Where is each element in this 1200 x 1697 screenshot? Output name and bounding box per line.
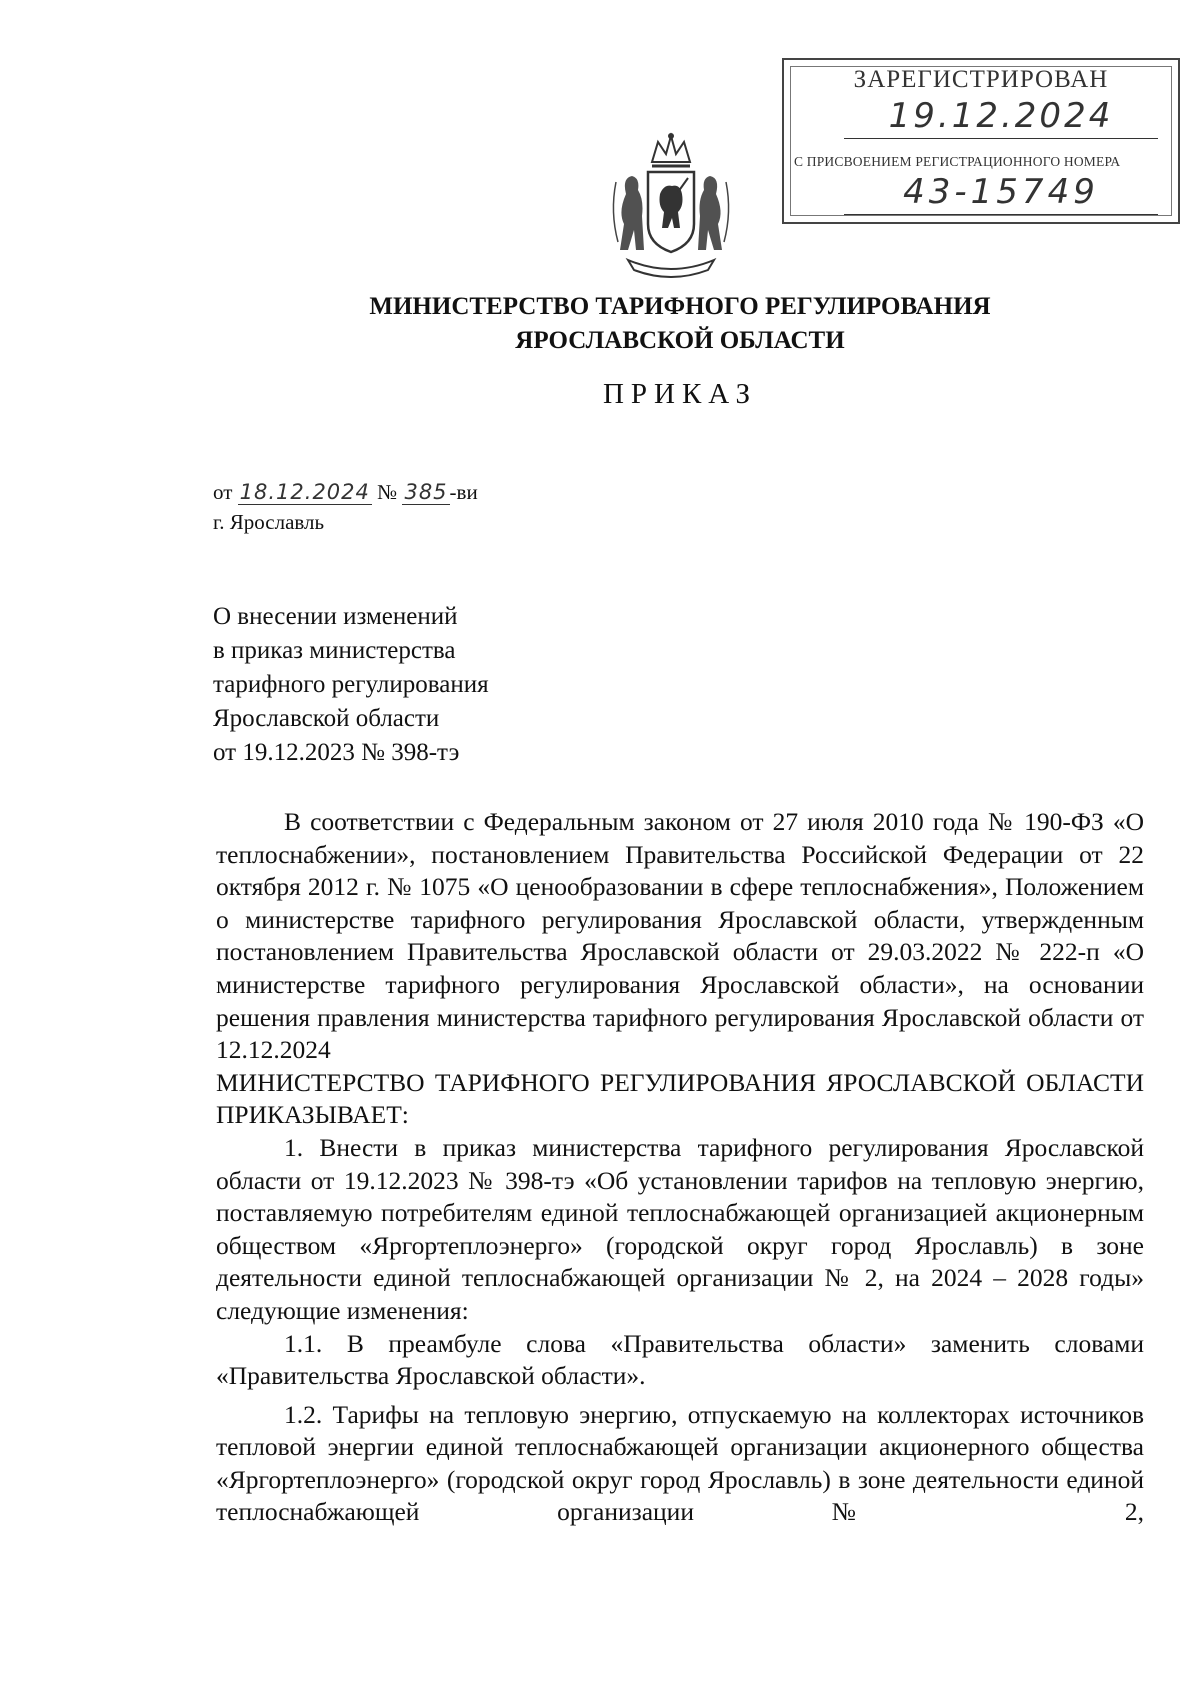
order-city: г. Ярославль [213,510,325,534]
order-number-suffix: -ви [449,480,478,504]
subject-line-1: О внесении изменений [213,603,458,630]
coat-of-arms-icon [608,132,734,278]
order-date: 18.12.2024 [239,480,370,504]
registration-stamp [782,58,1180,224]
subject-line-5: от 19.12.2023 № 398-тэ [213,739,460,766]
subject-line-3: тарифного регулирования [213,671,489,698]
from-label: от [213,480,233,504]
stamp-title: ЗАРЕГИСТРИРОВАН [853,66,1109,93]
order-date-number-line [213,480,478,505]
document-type-title: ПРИКАЗ [602,378,758,410]
stamp-registration-number: 43-15749 [844,172,1158,215]
order-number: 385 [404,480,448,504]
item-1-1-paragraph: 1.1. В преамбуле слова «Правительства области» заменить словами «Правительства Ярославской области». [216,1328,1144,1391]
stamp-date: 19.12.2024 [844,96,1158,139]
ministry-name-line-1: МИНИСТЕРСТВО ТАРИФНОГО РЕГУЛИРОВАНИЯ [369,293,991,320]
preamble-paragraph: В соответствии с Федеральным законом от 27 июля 2010 года № 190-ФЗ «О теплоснабжении», постановлением Правительства Российской Федерации от 22 октября 2012 г. № 1075 «О ценообразовании в сфере теплоснабжения», Положением о министерстве тарифного регулирования Ярославской области, утвержденным постановлением Правительства Ярославской области от 29.03.2022 № 222-п «О министерстве тарифного регулирования Ярославской области», на основании решения правления министерства тарифного регулирования Ярославской области от 12.12.2024 [216,807,1144,1065]
stamp-caption: С ПРИСВОЕНИЕМ РЕГИСТРАЦИОННОГО НОМЕРА [794,154,1121,169]
order-subject [213,600,489,770]
subject-line-4: Ярославской области [213,705,440,732]
ministry-name [0,290,1200,358]
item-1-paragraph: 1. Внести в приказ министерства тарифного регулирования Ярославской области от 19.12.2023 № 398-тэ «Об установлении тарифов на тепловую энергию, поставляемую потребителям единой теплоснабжающей организацией акционерным обществом «Яргортеплоэнерго» (городской округ город Ярославль) в зоне деятельности единой теплоснабжающей организации № 2, на 2024 – 2028 годы» следующие изменения: [216,1132,1144,1325]
item-1-2-paragraph: 1.2. Тарифы на тепловую энергию, отпускаемую на коллекторах источников тепловой энергии единой теплоснабжающей организации акционерного общества «Яргортеплоэнерго» (городской округ город Ярославль) в зоне деятельности единой теплоснабжающей организации № 2, [216,1399,1144,1527]
number-label: № [377,480,398,504]
order-body [216,806,1144,1529]
orders-clause: МИНИСТЕРСТВО ТАРИФНОГО РЕГУЛИРОВАНИЯ ЯРОСЛАВСКОЙ ОБЛАСТИ ПРИКАЗЫВАЕТ: [216,1067,1144,1130]
ministry-name-line-2: ЯРОСЛАВСКОЙ ОБЛАСТИ [515,327,845,354]
subject-line-2: в приказ министерства [213,637,456,664]
